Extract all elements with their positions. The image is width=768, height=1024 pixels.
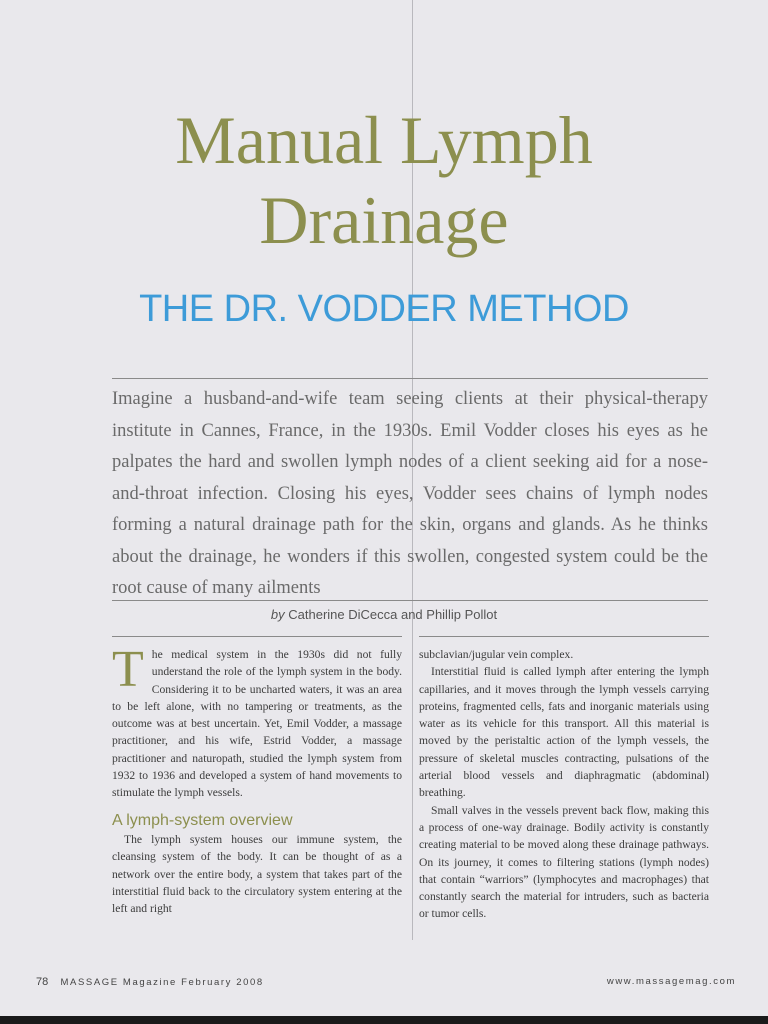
- intro-top-rule: [112, 378, 708, 379]
- article-title: [0, 100, 768, 260]
- intro-paragraph: Imagine a husband-and-wife team seeing clients at their physical-therapy institute in Cannes, France, in the 1930s. Emil Vodder closes his eyes as he palpates the hard and swollen lymph nodes of a client seeking aid for a nose-and-throat infection. Closing his eyes, Vodder sees chains of lymph nodes forming a natural drainage path for the skin, organs and glands. As he thinks about the drainage, he wonders if this swollen, congested system could be the root cause of many ailments: [112, 389, 708, 598]
- body-paragraph: Small valves in the vessels prevent back flow, making this a process of one-way drainage. Bodily activity is constantly creating material to be moved along these drainage pathways. On its journey, it comes to filtering stations (lymph nodes) that contain “warriors” (lymphocytes and macrophages) that constantly search the material for intruders, such as bacteria or tumor cells.: [419, 803, 709, 921]
- byline-authors: Catherine DiCecca and Phillip Pollot: [288, 607, 498, 622]
- title-line-2: Drainage: [259, 182, 509, 258]
- article-subtitle: THE DR. VODDER METHOD: [139, 288, 629, 330]
- page-footer-left: [36, 976, 264, 988]
- website-url: www.massagemag.com: [606, 976, 736, 987]
- scan-bottom-edge: [0, 1016, 768, 1024]
- body-paragraph-continued: subclavian/jugular vein complex.: [419, 648, 574, 661]
- drop-cap: T: [112, 641, 144, 698]
- column-left-rule: [112, 636, 402, 637]
- article-column-right: [419, 646, 709, 923]
- article-column-left: [112, 641, 402, 917]
- opening-paragraph-text: he medical system in the 1930s did not fully understand the role of the lymph system in the body. Considering it to be uncharted waters, it was an area to be left alone, with no tampering or treatments, as the outcome was at best uncertain. Yet, Emil Vodder, a massage practitioner, and his wife, Estrid Vodder, a massage practitioner and naturopath, studied the lymph system from 1932 to 1936 and developed a system of hand movements to stimulate the lymph vessels.: [112, 648, 402, 800]
- publication-info: MASSAGE Magazine February 2008: [60, 977, 264, 988]
- page-number: 78: [36, 976, 49, 988]
- section-heading: A lymph-system overview: [112, 811, 293, 829]
- intro-bottom-rule: [112, 600, 708, 601]
- body-paragraph: Interstitial fluid is called lymph after entering the lymph capillaries, and it moves through the lymph vessels carrying proteins, fragmented cells, fats and inorganic materials using water as its vehicle for this transport. All this material is moved by the peristaltic action of the lymph vessels, the pressure of skeletal muscles contracting, pulsations of the arterial blood vessels and diaphragmatic (abdominal) breathing.: [419, 665, 709, 800]
- opening-paragraph: [112, 641, 402, 802]
- title-line-1: Manual Lymph: [175, 102, 593, 178]
- column-right-rule: [419, 636, 709, 637]
- byline: [0, 607, 768, 622]
- body-paragraph: The lymph system houses our immune system, the cleansing system of the body. It can be thought of as a network over the entire body, a system that takes part of the interstitial fluid back to the circulatory system entering at the left and right: [112, 832, 402, 916]
- byline-prefix: by: [270, 607, 285, 622]
